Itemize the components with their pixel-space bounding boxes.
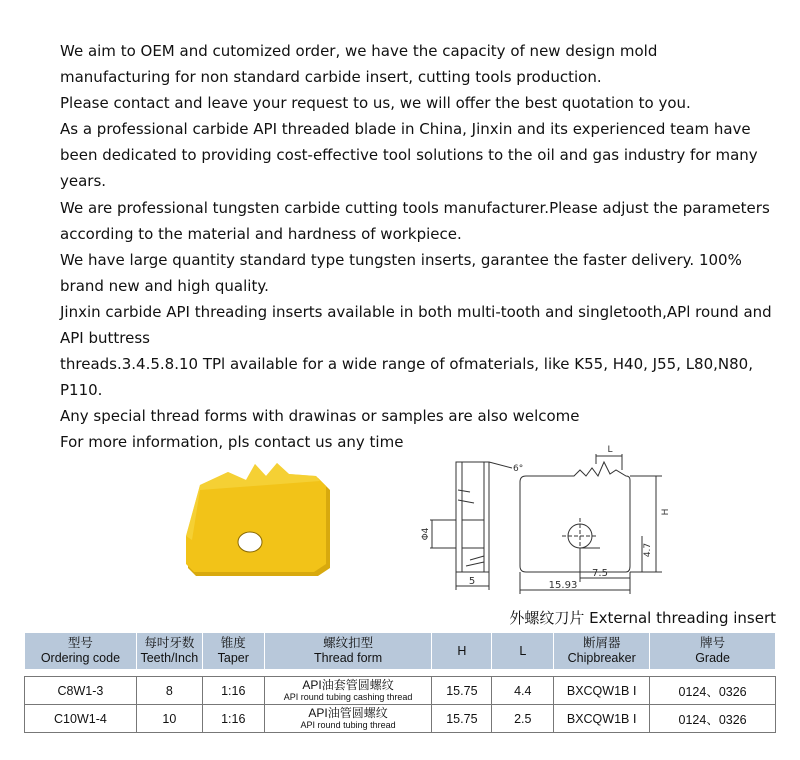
- width-label: 5: [468, 576, 476, 587]
- table-row: [25, 705, 776, 733]
- side-view: [430, 462, 512, 590]
- cell-l: 4.4: [492, 677, 554, 705]
- drawing-caption: 外螺纹刀片 External threading insert: [509, 609, 776, 627]
- intro-paragraph: For more information, pls contact us any time: [60, 433, 404, 452]
- intro-paragraph: threads.3.4.5.8.10 TPl available for a wide range of ofmaterials, like K55, H40, J55, L80,N80, P110.: [60, 355, 753, 400]
- cell-thread-form: API油管圆螺纹 API round tubing thread: [264, 705, 432, 733]
- offset-label: 7.5: [592, 568, 608, 579]
- header-l: L: [492, 633, 554, 670]
- l-dimension-label: L: [607, 445, 613, 455]
- intro-paragraph: Jinxin carbide API threading inserts available in both multi-tooth and singletooth,APl round and API buttress: [60, 302, 772, 348]
- intro-paragraph: Please contact and leave your request to us, we will offer the best quotation to you.: [60, 94, 691, 113]
- cell-grade: 0124、0326: [650, 677, 776, 705]
- intro-paragraph: Any special thread forms with drawinas or samples are also welcome: [60, 407, 580, 426]
- cell-ordering-code: C8W1-3: [25, 677, 137, 705]
- cell-teeth: 10: [136, 705, 202, 733]
- cell-h: 15.75: [432, 705, 492, 733]
- spec-table: [24, 632, 776, 733]
- header-teeth-inch: 每吋牙数 Teeth/Inch: [136, 633, 202, 670]
- intro-paragraph: We aim to OEM and cutomized order, we have the capacity of new design mold manufacturing for non standard carbide insert, cutting tools production.: [60, 42, 658, 87]
- cell-chipbreaker: BXCQW1B Ⅰ: [554, 705, 650, 733]
- diameter-label: Φ4: [421, 527, 431, 541]
- intro-paragraph: As a professional carbide API threaded blade in China, Jinxin and its experienced team have been dedicated to providing cost-effective tool solutions to the oil and gas industry for many years.: [60, 120, 758, 191]
- insert-drawing: [0, 436, 800, 606]
- offset-vertical-label: 4.7: [643, 542, 653, 558]
- cell-chipbreaker: BXCQW1B Ⅰ: [554, 677, 650, 705]
- angle-label: 6°: [513, 464, 524, 474]
- cell-grade: 0124、0326: [650, 705, 776, 733]
- cell-taper: 1:16: [202, 677, 264, 705]
- header-ordering-code: 型号 Ordering code: [25, 633, 137, 670]
- intro-text: [32, 38, 772, 456]
- cell-teeth: 8: [136, 677, 202, 705]
- intro-paragraph: We have large quantity standard type tungsten inserts, garantee the faster delivery. 100% brand new and high quality.: [60, 250, 742, 295]
- header-h: H: [432, 633, 492, 670]
- cell-thread-form: API油套管圆螺纹 API round tubing cashing thread: [264, 677, 432, 705]
- front-view: [520, 454, 662, 594]
- cell-taper: 1:16: [202, 705, 264, 733]
- h-dimension-label: H: [661, 508, 671, 516]
- header-grade: 牌号 Grade: [650, 633, 776, 670]
- intro-paragraph: We are professional tungsten carbide cutting tools manufacturer.Please adjust the parameters according to the material and hardness of workpiece.: [60, 198, 770, 243]
- header-chipbreaker: 断屑器 Chipbreaker: [554, 633, 650, 670]
- table-row: [25, 677, 776, 705]
- header-thread-form: 螺纹扣型 Thread form: [264, 633, 432, 670]
- table-header-row: [25, 633, 776, 670]
- cell-h: 15.75: [432, 677, 492, 705]
- length-label: 15.93: [548, 580, 578, 591]
- cell-ordering-code: C10W1-4: [25, 705, 137, 733]
- cell-l: 2.5: [492, 705, 554, 733]
- insert-image: [186, 463, 330, 576]
- header-taper: 锥度 Taper: [202, 633, 264, 670]
